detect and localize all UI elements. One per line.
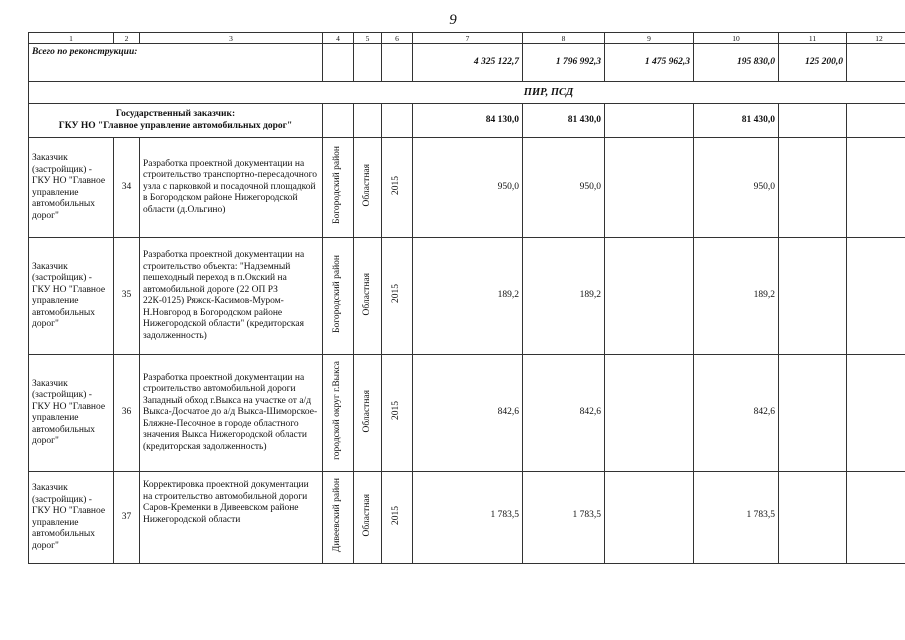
row-district: Богородский район [332,146,343,225]
col-num: 9 [605,33,694,44]
col-num: 2 [114,33,140,44]
column-number-row [29,33,905,44]
row-c8: 1 783,5 [523,472,605,564]
row-c8: 842,6 [523,355,605,472]
row-district: Дивеевский район [332,478,343,553]
col-num: 4 [323,33,354,44]
row-number: 35 [114,238,140,355]
customer-c7: 84 130,0 [413,104,523,138]
total-c11: 125 200,0 [779,44,847,82]
col-num: 3 [140,33,323,44]
page-number: 9 [449,12,457,28]
customer-label-line2: ГКУ НО "Главное управление автомобильных дорог" [58,120,293,131]
row-number: 34 [114,138,140,238]
col-num: 8 [523,33,605,44]
total-c7: 4 325 122,7 [413,44,523,82]
row-customer: Заказчик (застройщик) - ГКУ НО "Главное управление автомобильных дорог" [29,472,114,564]
row-c7: 842,6 [413,355,523,472]
row-description: Разработка проектной документации на строительство объекта: "Надземный пешеходный переход в п.Окский на автомобильной дороге (22 ОП РЗ 22К-0125) Ряжск-Касимов-Муром-Н.Новгород в Богородском районе Нижегородской области" (кредиторская задолженность) [140,238,323,355]
customer-c10: 81 430,0 [694,104,779,138]
row-year: 2015 [391,401,402,421]
section-row [29,82,905,104]
row-district: городской округ г.Выкса [332,361,343,461]
table-row [29,138,905,238]
row-c7: 1 783,5 [413,472,523,564]
row-year: 2015 [391,175,402,195]
table-row [29,355,905,472]
col-num: 7 [413,33,523,44]
row-budget: Областная [361,389,372,432]
section-title: ПИР, ПСД [29,82,905,104]
total-row [29,44,905,82]
row-customer: Заказчик (застройщик) - ГКУ НО "Главное управление автомобильных дорог" [29,355,114,472]
table-row [29,472,905,564]
row-year: 2015 [391,505,402,525]
total-c8: 1 796 992,3 [523,44,605,82]
row-number: 37 [114,472,140,564]
row-year: 2015 [391,284,402,304]
row-c7: 189,2 [413,238,523,355]
row-c10: 842,6 [694,355,779,472]
row-number: 36 [114,355,140,472]
col-num: 6 [382,33,413,44]
row-c10: 1 783,5 [694,472,779,564]
table-row [29,238,905,355]
total-c10: 195 830,0 [694,44,779,82]
customer-row [29,104,905,138]
col-num: 12 [847,33,905,44]
customer-label-line1: Государственный заказчик: [115,109,236,119]
col-num: 11 [779,33,847,44]
investment-table [28,32,905,564]
col-num: 1 [29,33,114,44]
total-c9: 1 475 962,3 [605,44,694,82]
col-num: 5 [354,33,382,44]
customer-c8: 81 430,0 [523,104,605,138]
total-label: Всего по реконструкции: [29,44,323,82]
row-c10: 189,2 [694,238,779,355]
row-c8: 189,2 [523,238,605,355]
row-c8: 950,0 [523,138,605,238]
row-district: Богородский район [332,254,343,333]
row-c10: 950,0 [694,138,779,238]
customer-label [29,104,323,138]
row-description: Разработка проектной документации на строительство транспортно-пересадочного узла с парковкой и посадочной площадкой в Богородском районе Нижегородской области (д.Ольгино) [140,138,323,238]
row-c7: 950,0 [413,138,523,238]
col-num: 10 [694,33,779,44]
row-customer: Заказчик (застройщик) - ГКУ НО "Главное управление автомобильных дорог" [29,138,114,238]
row-budget: Областная [361,272,372,315]
row-budget: Областная [361,494,372,537]
row-budget: Областная [361,164,372,207]
row-description: Разработка проектной документации на строительство автомобильной дороги Западный обход г.Выкса на участке от а/д Выкса-Досчатое до а/д Выкса-Шиморское-Бляжне-Песочное в городе областного значения Выкса Нижегородской области (кредиторская задолженность) [140,355,323,472]
row-description: Корректировка проектной документации на строительство автомобильной дороги Саров-Кременки в Дивеевском районе Нижегородской области [140,472,323,564]
row-customer: Заказчик (застройщик) - ГКУ НО "Главное управление автомобильных дорог" [29,238,114,355]
